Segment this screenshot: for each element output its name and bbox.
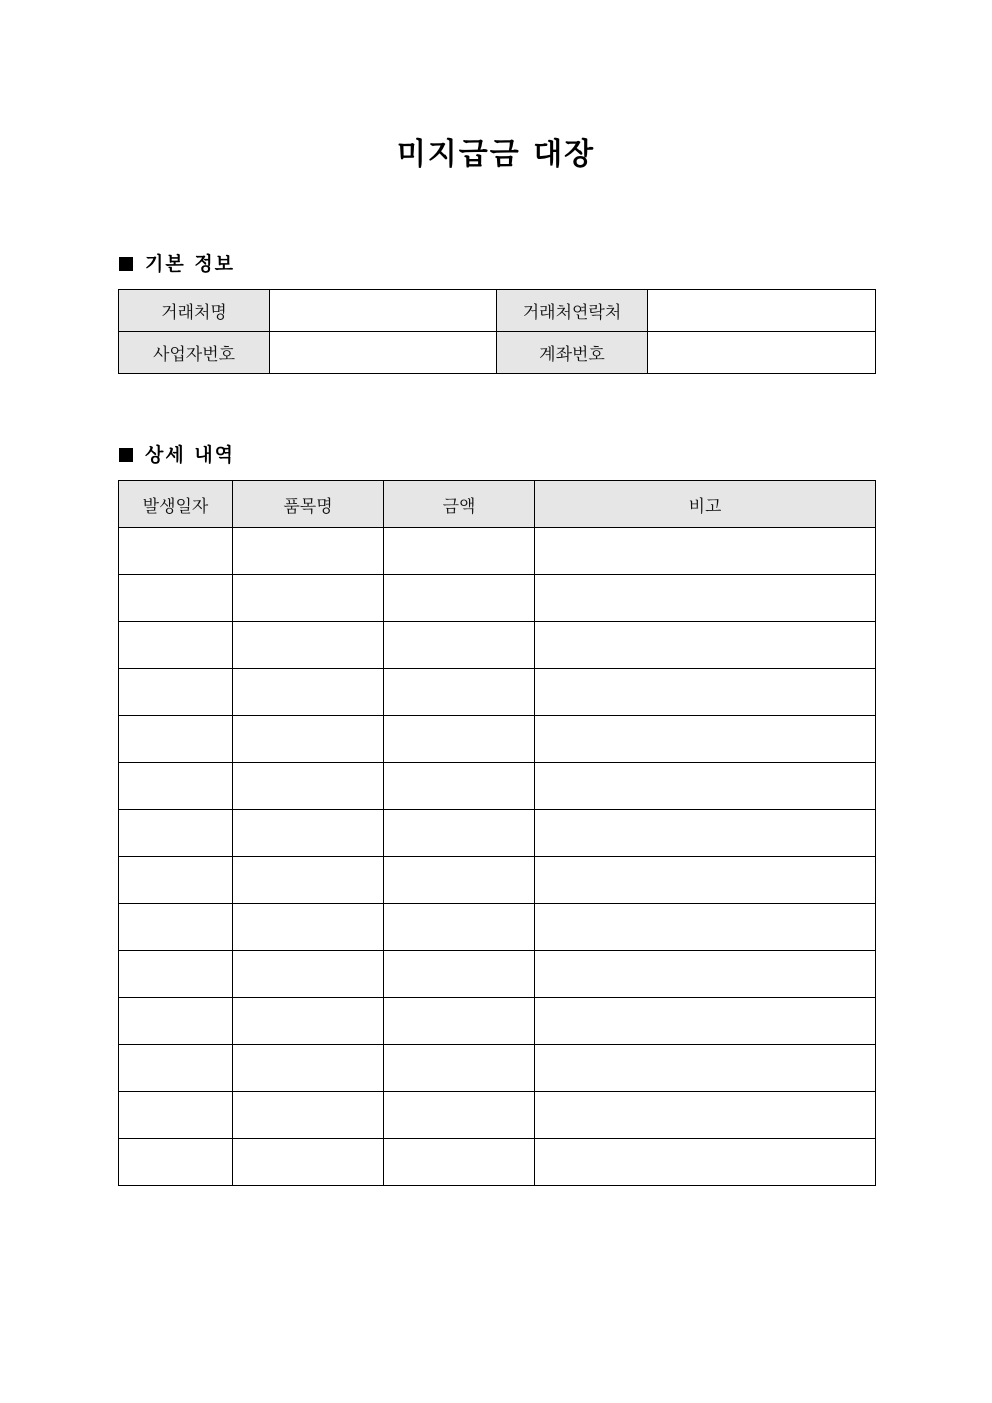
date-cell[interactable]: [119, 951, 233, 998]
column-header-item-name: 품목명: [233, 481, 384, 528]
amount-cell[interactable]: [384, 575, 535, 622]
date-cell[interactable]: [119, 857, 233, 904]
item-name-cell[interactable]: [233, 1139, 384, 1186]
date-cell[interactable]: [119, 763, 233, 810]
table-row: [119, 716, 876, 763]
table-row: [119, 857, 876, 904]
remarks-cell[interactable]: [535, 810, 876, 857]
amount-cell[interactable]: [384, 716, 535, 763]
item-name-cell[interactable]: [233, 1092, 384, 1139]
date-cell[interactable]: [119, 1092, 233, 1139]
square-bullet-icon: [119, 448, 133, 462]
remarks-cell[interactable]: [535, 857, 876, 904]
remarks-cell[interactable]: [535, 1045, 876, 1092]
amount-cell[interactable]: [384, 951, 535, 998]
remarks-cell[interactable]: [535, 1092, 876, 1139]
item-name-cell[interactable]: [233, 528, 384, 575]
remarks-cell[interactable]: [535, 575, 876, 622]
amount-cell[interactable]: [384, 622, 535, 669]
amount-cell[interactable]: [384, 810, 535, 857]
date-cell[interactable]: [119, 575, 233, 622]
section-heading-label: 상세 내역: [145, 444, 236, 466]
table-row: [119, 951, 876, 998]
table-row: [119, 528, 876, 575]
table-row: [119, 904, 876, 951]
remarks-cell[interactable]: [535, 528, 876, 575]
amount-cell[interactable]: [384, 998, 535, 1045]
date-cell[interactable]: [119, 1045, 233, 1092]
vendor-name-field[interactable]: [270, 290, 497, 332]
item-name-cell[interactable]: [233, 763, 384, 810]
column-header-date: 발생일자: [119, 481, 233, 528]
amount-cell[interactable]: [384, 1139, 535, 1186]
date-cell[interactable]: [119, 528, 233, 575]
field-label-account-number: 계좌번호: [497, 332, 648, 374]
table-row: [119, 575, 876, 622]
table-row: [119, 1139, 876, 1186]
remarks-cell[interactable]: [535, 763, 876, 810]
date-cell[interactable]: [119, 669, 233, 716]
table-row: [119, 763, 876, 810]
table-row: [119, 810, 876, 857]
item-name-cell[interactable]: [233, 904, 384, 951]
date-cell[interactable]: [119, 1139, 233, 1186]
details-table-body: [119, 528, 876, 1186]
amount-cell[interactable]: [384, 904, 535, 951]
remarks-cell[interactable]: [535, 951, 876, 998]
table-row: [119, 622, 876, 669]
column-header-amount: 금액: [384, 481, 535, 528]
field-label-business-number: 사업자번호: [119, 332, 270, 374]
amount-cell[interactable]: [384, 1045, 535, 1092]
column-header-remarks: 비고: [535, 481, 876, 528]
item-name-cell[interactable]: [233, 810, 384, 857]
item-name-cell[interactable]: [233, 716, 384, 763]
item-name-cell[interactable]: [233, 622, 384, 669]
document-title: 미지급금 대장: [396, 137, 596, 172]
amount-cell[interactable]: [384, 528, 535, 575]
table-row: [119, 290, 876, 332]
table-row: [119, 669, 876, 716]
field-label-vendor-contact: 거래처연락처: [497, 290, 648, 332]
section-heading-label: 기본 정보: [145, 253, 236, 275]
remarks-cell[interactable]: [535, 904, 876, 951]
item-name-cell[interactable]: [233, 951, 384, 998]
amount-cell[interactable]: [384, 763, 535, 810]
item-name-cell[interactable]: [233, 857, 384, 904]
amount-cell[interactable]: [384, 669, 535, 716]
remarks-cell[interactable]: [535, 669, 876, 716]
account-number-field[interactable]: [648, 332, 876, 374]
amount-cell[interactable]: [384, 1092, 535, 1139]
date-cell[interactable]: [119, 904, 233, 951]
item-name-cell[interactable]: [233, 998, 384, 1045]
amount-cell[interactable]: [384, 857, 535, 904]
vendor-contact-field[interactable]: [648, 290, 876, 332]
item-name-cell[interactable]: [233, 669, 384, 716]
remarks-cell[interactable]: [535, 998, 876, 1045]
date-cell[interactable]: [119, 716, 233, 763]
square-bullet-icon: [119, 257, 133, 271]
remarks-cell[interactable]: [535, 716, 876, 763]
date-cell[interactable]: [119, 998, 233, 1045]
section-heading-basic-info: [119, 252, 235, 276]
basic-info-table: [118, 289, 876, 374]
table-row: [119, 1092, 876, 1139]
remarks-cell[interactable]: [535, 1139, 876, 1186]
date-cell[interactable]: [119, 622, 233, 669]
date-cell[interactable]: [119, 810, 233, 857]
item-name-cell[interactable]: [233, 1045, 384, 1092]
field-label-vendor-name: 거래처명: [119, 290, 270, 332]
table-row: [119, 332, 876, 374]
table-row: [119, 998, 876, 1045]
section-heading-details: [119, 443, 235, 467]
details-table: [118, 480, 876, 1186]
remarks-cell[interactable]: [535, 622, 876, 669]
business-number-field[interactable]: [270, 332, 497, 374]
item-name-cell[interactable]: [233, 575, 384, 622]
table-header-row: [119, 481, 876, 528]
table-row: [119, 1045, 876, 1092]
